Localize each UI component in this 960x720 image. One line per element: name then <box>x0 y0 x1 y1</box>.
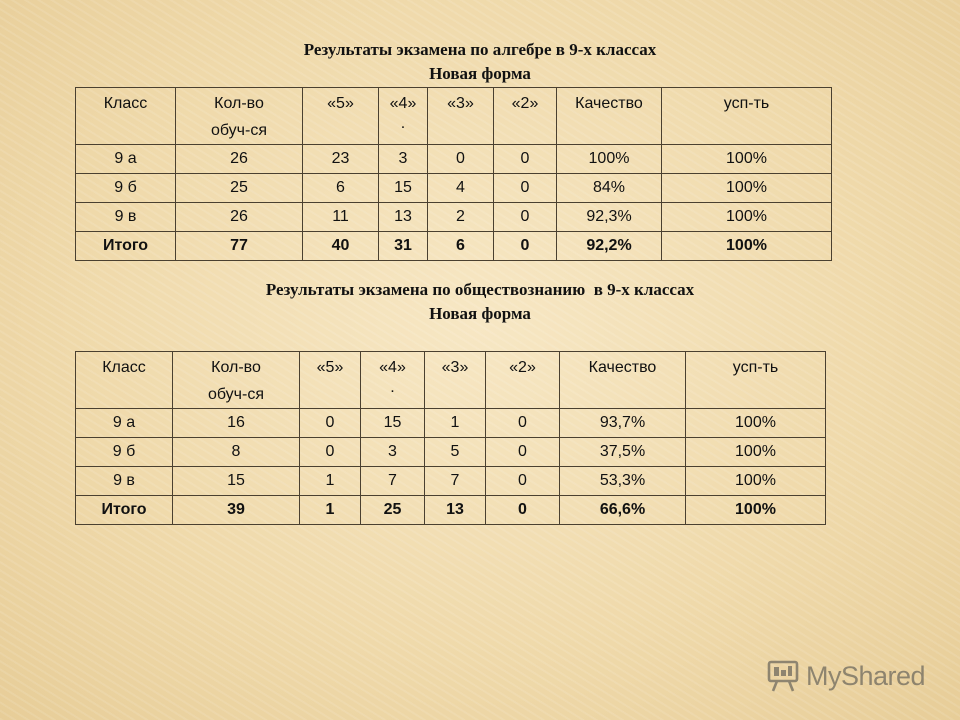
header-class: Класс <box>76 352 173 409</box>
cell-success: 100% <box>662 174 832 203</box>
header-success: усп-ть <box>686 352 826 409</box>
cell-grade-3: 4 <box>428 174 494 203</box>
algebra-title-block <box>0 38 960 86</box>
cell-grade-5: 0 <box>300 409 361 438</box>
cell-count: 25 <box>176 174 303 203</box>
table-total-row <box>76 496 826 525</box>
header-class: Класс <box>76 88 176 145</box>
cell-class: 9 б <box>76 438 173 467</box>
header-grade-3: «3» <box>428 88 494 145</box>
header-student-count: Кол-во обуч-ся <box>173 352 300 409</box>
cell-grade-4: 7 <box>361 467 425 496</box>
cell-grade-5: 6 <box>303 174 379 203</box>
cell-success: 100% <box>686 409 826 438</box>
cell-grade-2: 0 <box>486 467 560 496</box>
cell-class: 9 а <box>76 145 176 174</box>
total-count: 39 <box>173 496 300 525</box>
header-grade-5: «5» <box>300 352 361 409</box>
cell-grade-3: 5 <box>425 438 486 467</box>
total-success: 100% <box>662 232 832 261</box>
cell-grade-2: 0 <box>486 409 560 438</box>
cell-grade-5: 23 <box>303 145 379 174</box>
table-row <box>76 145 832 174</box>
total-label: Итого <box>76 496 173 525</box>
algebra-results-table <box>75 87 832 261</box>
cell-grade-5: 1 <box>300 467 361 496</box>
cell-count: 8 <box>173 438 300 467</box>
table-row <box>76 467 826 496</box>
cell-quality: 93,7% <box>560 409 686 438</box>
total-grade-2: 0 <box>494 232 557 261</box>
cell-grade-4: 15 <box>361 409 425 438</box>
header-success: усп-ть <box>662 88 832 145</box>
header-quality: Качество <box>560 352 686 409</box>
cell-grade-5: 0 <box>300 438 361 467</box>
social-title-block <box>0 278 960 326</box>
cell-grade-3: 7 <box>425 467 486 496</box>
cell-success: 100% <box>662 203 832 232</box>
table-header-row <box>76 352 826 409</box>
total-grade-5: 1 <box>300 496 361 525</box>
cell-count: 26 <box>176 203 303 232</box>
cell-quality: 100% <box>557 145 662 174</box>
cell-grade-4: 15 <box>379 174 428 203</box>
total-quality: 66,6% <box>560 496 686 525</box>
cell-success: 100% <box>686 438 826 467</box>
cell-grade-2: 0 <box>494 203 557 232</box>
total-grade-4: 31 <box>379 232 428 261</box>
social-subtitle: Новая форма <box>429 304 531 323</box>
cell-count: 26 <box>176 145 303 174</box>
social-results-table <box>75 351 826 525</box>
header-student-count: Кол-во обуч-ся <box>176 88 303 145</box>
cell-quality: 53,3% <box>560 467 686 496</box>
header-grade-2: «2» <box>494 88 557 145</box>
cell-class: 9 в <box>76 467 173 496</box>
header-quality: Качество <box>557 88 662 145</box>
table-row <box>76 438 826 467</box>
cell-grade-4: 3 <box>379 145 428 174</box>
myshared-logo <box>766 656 925 696</box>
total-grade-5: 40 <box>303 232 379 261</box>
total-grade-4: 25 <box>361 496 425 525</box>
cell-count: 16 <box>173 409 300 438</box>
cell-grade-3: 1 <box>425 409 486 438</box>
cell-grade-5: 11 <box>303 203 379 232</box>
cell-grade-4: 13 <box>379 203 428 232</box>
cell-class: 9 в <box>76 203 176 232</box>
total-grade-3: 6 <box>428 232 494 261</box>
social-title: Результаты экзамена по обществознанию в 9-х классах <box>265 280 695 299</box>
header-grade-3: «3» <box>425 352 486 409</box>
cell-quality: 84% <box>557 174 662 203</box>
cell-count: 15 <box>173 467 300 496</box>
cell-grade-3: 0 <box>428 145 494 174</box>
cell-class: 9 б <box>76 174 176 203</box>
cell-class: 9 а <box>76 409 173 438</box>
total-count: 77 <box>176 232 303 261</box>
table-row <box>76 174 832 203</box>
algebra-title: Результаты экзамена по алгебре в 9-х классах <box>303 40 657 59</box>
cell-grade-3: 2 <box>428 203 494 232</box>
table-row <box>76 409 826 438</box>
table-row <box>76 203 832 232</box>
cell-success: 100% <box>662 145 832 174</box>
cell-grade-2: 0 <box>494 145 557 174</box>
presentation-board-icon <box>766 659 800 693</box>
total-label: Итого <box>76 232 176 261</box>
header-grade-5: «5» <box>303 88 379 145</box>
total-grade-2: 0 <box>486 496 560 525</box>
algebra-subtitle: Новая форма <box>429 64 531 83</box>
total-quality: 92,2% <box>557 232 662 261</box>
cell-grade-4: 3 <box>361 438 425 467</box>
cell-quality: 37,5% <box>560 438 686 467</box>
logo-text: MyShared <box>806 660 926 691</box>
cell-grade-2: 0 <box>494 174 557 203</box>
total-grade-3: 13 <box>425 496 486 525</box>
cell-quality: 92,3% <box>557 203 662 232</box>
table-total-row <box>76 232 832 261</box>
header-grade-4: «4» . <box>379 88 428 145</box>
total-success: 100% <box>686 496 826 525</box>
table-header-row <box>76 88 832 145</box>
header-grade-2: «2» <box>486 352 560 409</box>
cell-grade-2: 0 <box>486 438 560 467</box>
header-grade-4: «4» . <box>361 352 425 409</box>
cell-success: 100% <box>686 467 826 496</box>
